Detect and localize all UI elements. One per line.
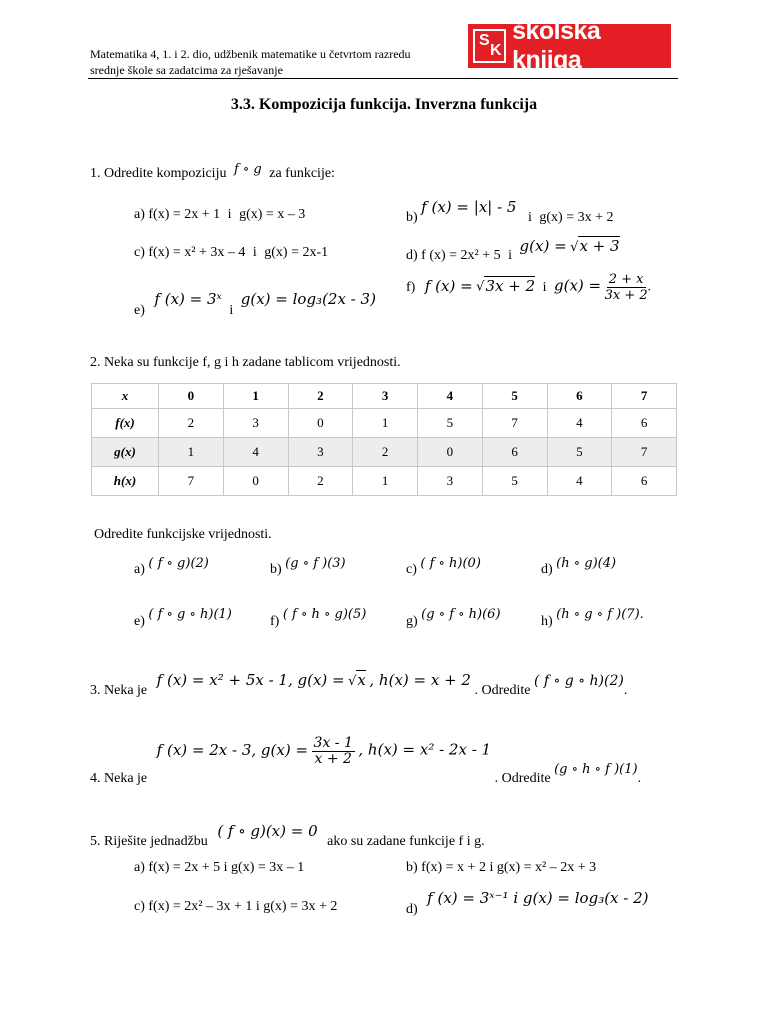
page-title: 3.3. Kompozicija funkcija. Inverzna funkcija — [230, 96, 538, 113]
book-reference-line-1: Matematika 4, 1. i 2. dio, udžbenik matematike u četvrtom razredu — [90, 47, 411, 61]
task-5-intro: 5. Riješite jednadžbu ( f ∘ g)(x) = 0 ako su zadane funkcije f i g. — [90, 822, 485, 849]
task-5a: a) f(x) = 2x + 5 i g(x) = 3x – 1 — [134, 860, 305, 875]
task-2f: f) ( f ∘ h ∘ g)(5) — [270, 607, 367, 629]
task-1-composition: f ∘ g — [233, 162, 262, 177]
task-5c: c) f(x) = 2x² – 3x + 1 i g(x) = 3x + 2 — [134, 899, 338, 914]
publisher-logo-text: školska knjiga — [512, 17, 601, 74]
task-1d: d) f (x) = 2x² + 5 i g(x) = √x + 3 — [406, 237, 620, 263]
table-row: h(x) 7 0 2 1 3 5 4 6 — [92, 467, 677, 496]
table-row: g(x) 1 4 3 2 0 6 5 7 — [92, 438, 677, 467]
task-3-radicand: x — [357, 671, 366, 689]
task-2-intro: 2. Neka su funkcije f, g i h zadane tablicom vrijednosti. — [90, 355, 401, 370]
task-2d: d) (h ∘ g)(4) — [541, 556, 617, 577]
table-header-row: x 0 1 2 3 4 5 6 7 — [92, 384, 677, 409]
table-row: f(x) 2 3 0 1 5 7 4 6 — [92, 409, 677, 438]
task-5b: b) f(x) = x + 2 i g(x) = x² – 2x + 3 — [406, 860, 597, 875]
task-1b: b) f (x) = |x| - 5 i g(x) = 3x + 2 — [406, 198, 614, 225]
task-1f-fraction: $\frac{2 + x}{3x + 2}$ — [604, 272, 648, 303]
task-2b: b) (g ∘ f )(3) — [270, 556, 346, 577]
task-2a: a) ( f ∘ g)(2) — [134, 556, 209, 577]
task-2g: g) (g ∘ f ∘ h)(6) — [406, 607, 501, 629]
task-1-intro: 1. Odredite kompoziciju f ∘ g za funkcije: — [90, 162, 335, 181]
header-divider — [88, 78, 678, 79]
task-2h: h) (h ∘ g ∘ f )(7). — [541, 607, 644, 629]
task-1d-radicand: x + 3 — [579, 237, 620, 255]
book-reference — [90, 46, 450, 78]
task-5d: d) f (x) = 3ˣ⁻¹ i g(x) = log₃(x - 2) — [406, 889, 649, 917]
publisher-logo-mark: S K — [473, 29, 506, 63]
task-1f: f) f (x) = √3x + 2 i g(x) = $\frac{2 + x}{3x + 2}$ . — [406, 272, 652, 303]
task-1a: a) f(x) = 2x + 1 i g(x) = x – 3 — [134, 207, 306, 222]
task-3: 3. Neka je f (x) = x² + 5x - 1, g(x) = √x , h(x) = x + 2 . Odredite ( f ∘ g ∘ h)(2). — [90, 671, 628, 698]
task-1f-radicand: 3x + 2 — [485, 276, 536, 295]
book-reference-line-2: srednje škole sa zadatcima za rješavanje — [90, 63, 283, 77]
task-1e: e) f (x) = 3ˣ i g(x) = log₃(2x - 3) — [134, 290, 376, 318]
task-2c: c) ( f ∘ h)(0) — [406, 556, 481, 577]
publisher-logo — [468, 17, 671, 74]
task-4: 4. Neka je f (x) = 2x - 3, g(x) = $\frac{3x - 1}{x + 2}$ , h(x) = x² - 2x - 1 . Odredite (g ∘ h ∘ f )(1). — [90, 735, 642, 786]
task-4-fraction: $\frac{3x - 1}{x + 2}$ — [313, 735, 353, 767]
function-value-table — [91, 383, 677, 496]
task-2-sub: Odredite funkcijske vrijednosti. — [94, 527, 272, 542]
task-1c: c) f(x) = x² + 3x – 4 i g(x) = 2x-1 — [134, 245, 329, 260]
task-2e: e) ( f ∘ g ∘ h)(1) — [134, 607, 232, 629]
